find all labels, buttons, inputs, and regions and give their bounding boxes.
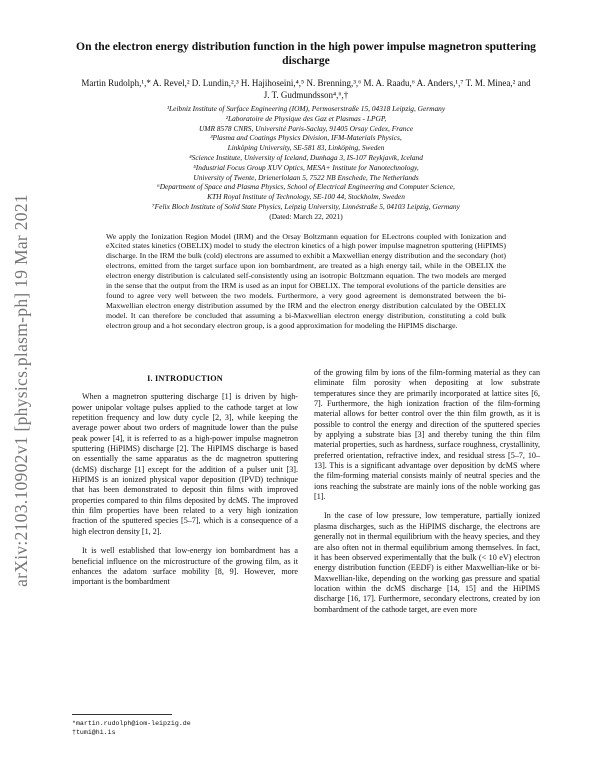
- affiliation-line: University of Twente, Drienerlolaan 5, 7522 NB Enschede, The Netherlands: [193, 172, 419, 182]
- affiliation-line: ⁷Felix Bloch Institute of Solid State Physics, Leipzig University, Linnéstraße 5, 04103 Leipzig, Germany: [152, 201, 460, 211]
- arxiv-stamp: [6, 150, 36, 630]
- affiliation-line: ³Plasma and Coatings Physics Division, IFM-Materials Physics,: [210, 133, 402, 143]
- body-columns: [72, 368, 540, 615]
- footnote-rule: [72, 714, 172, 715]
- abstract: We apply the Ionization Region Model (IRM) and the Orsay Boltzmann equation for ELectrons coupled with Ionization and eXcited states kinetics (OBELIX) model to study the electron kinetics of a high power impulse magnetron sputtering (HiPIMS) discharge. In the IRM the bulk (cold) electrons are assumed to exhibit a Maxwellian energy distribution and the secondary (hot) electrons, emitted from the target surface upon ion bombardment, are treated as a high energy tail, while in the OBELIX the electron energy distribution is calculated self-consistently using an isotropic Boltzmann equation. The two models are merged in the sense that the output from the IRM is used as an input for OBELIX. The temporal evolutions of the particle densities are found to agree very well between the two models. Furthermore, a very good agreement is demonstrated between the bi-Maxwellian electron energy distribution assumed by the IRM and the electron energy distribution calculated by the OBELIX model. It can therefore be concluded that assuming a bi-Maxwellian electron energy distribution, constituting a cold bulk electron group and a hot secondary electron group, is a good approximation for modeling the HiPIMS discharge.: [106, 231, 506, 330]
- arxiv-stamp-text: arXiv:2103.10902v1 [physics.plasm-ph] 19 Mar 2021: [10, 193, 31, 587]
- paragraph: When a magnetron sputtering discharge [1] is driven by high-power unipolar voltage pulses applied to the cathode target at low repetition frequency and low duty cycle [2, 3], while keeping the average power about two orders of magnitude lower than the pulse peak power [4], it is referred to as a high-power impulse magnetron sputtering (HiPIMS) discharge [2]. The HiPIMS discharge is based on essentially the same apparatus as the dc magnetron sputtering (dcMS) discharge [1] except for the addition of a pulser unit [3]. HiPIMS is an ionized physical vapor deposition (IPVD) technique that has been demonstrated to deposit thin films with improved properties compared to thin films deposited by dcMS. The improved thin film properties have been related to a very high ionization fraction of the sputtered species [5–7], which is a consequence of a high electron density [1, 2].: [72, 392, 298, 536]
- affiliation-line: KTH Royal Institute of Technology, SE-100 44, Stockholm, Sweden: [207, 192, 405, 202]
- affiliation-line: ²Laboratoire de Physique des Gaz et Plasmas - LPGP,: [225, 113, 387, 123]
- paragraph: In the case of low pressure, low temperature, partially ionized plasma discharges, such as the HiPIMS discharge, the electrons are generally not in thermal equilibrium with the heavy species, and they are also often not in thermal equilibrium among themselves. In fact, it has been observed experimentally that the bulk (< 10 eV) electron energy distribution function (EEDF) is either Maxwellian-like or bi-Maxwellian-like, depending on the working gas pressure and spatial location within the dcMS discharge [14, 15] and the HiPIMS discharge [16, 17]. Furthermore, secondary electrons, created by ion bombardment of the cathode target, are even more: [314, 511, 540, 614]
- paragraph: of the growing film by ions of the film-forming material as they can eliminate film porosity when depositing at low substrate temperatures since they are primarily incorporated at lattice sites [6, 7]. Furthermore, the high ionization fraction of the film-forming material allows for better control over the thin film growth, as it is possible to control the energy and direction of the sputtered species by applying a substrate bias [3] and thereby tuning the thin film material properties, such as hardness, surface roughness, crystallinity, preferred orientation, refractive index, and residual stress [5–7, 10–13]. This is a significant advantage over deposition by dcMS where the film-forming material consists mainly of neutral species and the ions reaching the substrate are mainly ions of the noble working gas [1].: [314, 368, 540, 502]
- author-list: Martin Rudolph,¹,* A. Revel,² D. Lundin,²,³ H. Hajihoseini,⁴,⁵ N. Brenning,³,⁶ M. A. Raadu,⁶ A. Anders,¹,⁷ T. M. Minea,² and J. T. Gudmundsson⁴,⁶,†: [81, 78, 531, 100]
- affiliation-line: ⁶Department of Space and Plasma Physics, School of Electrical Engineering and Computer Science,: [157, 182, 455, 192]
- paper-header: [72, 40, 540, 331]
- affiliation-line: ¹Leibniz Institute of Surface Engineering (IOM), Permoserstraße 15, 04318 Leipzig, Germany: [166, 104, 446, 113]
- paragraph: It is well established that low-energy ion bombardment has a beneficial influence on the microstructure of the growing film, as it enhances the adatom surface mobility [8, 9]. However, more important is the bombardment: [72, 546, 298, 587]
- affiliation-line: ⁴Science Institute, University of Iceland, Dunhaga 3, IS-107 Reykjavik, Iceland: [189, 152, 423, 162]
- footnotes: [72, 714, 298, 737]
- affiliation-line: ⁵Industrial Focus Group XUV Optics, MESA+ Institute for Nanotechnology,: [193, 162, 419, 172]
- date-line: (Dated: March 22, 2021): [269, 211, 343, 221]
- paper-title: On the electron energy distribution function in the high power impulse magnetron sputtering discharge: [76, 40, 536, 67]
- affiliation-list: [72, 104, 540, 212]
- section-heading: I. INTRODUCTION: [147, 374, 223, 383]
- right-column: [314, 368, 540, 615]
- affiliation-line: UMR 8578 CNRS, Université Paris-Saclay, 91405 Orsay Cedex, France: [198, 123, 414, 133]
- footnote-email: *martin.rudolph@iom-leipzig.de: [72, 720, 191, 727]
- left-column: [72, 368, 298, 615]
- affiliation-line: Linköping University, SE-581 83, Linköping, Sweden: [227, 143, 385, 153]
- footnote-email: †tumi@hi.is: [72, 729, 116, 736]
